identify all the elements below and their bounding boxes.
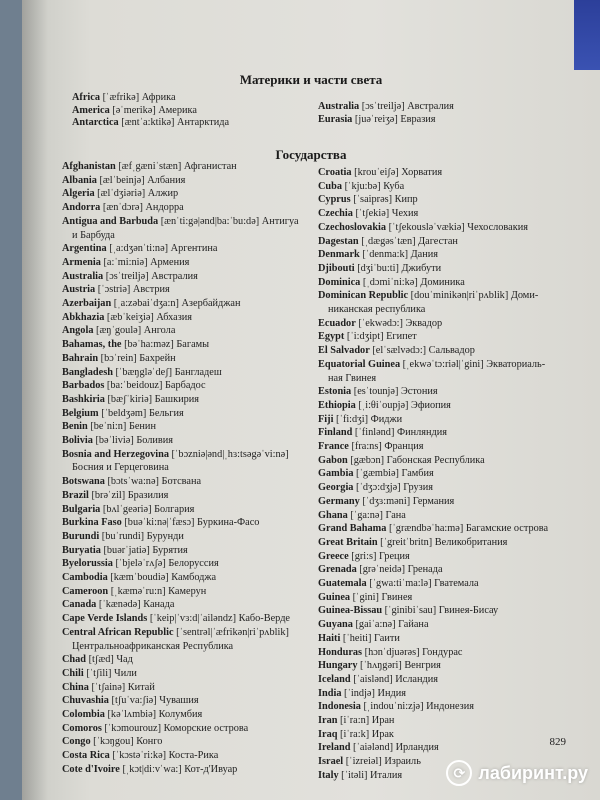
entry-translation: [ˈgrændbəˈha:mə] Багамские острова (386, 523, 549, 535)
entry-headword: Cameroon (62, 585, 109, 597)
entry-translation: [kæmˈboudiə] Камбоджа (107, 572, 217, 583)
entry-translation: [ˈtʃili] Чили (83, 667, 137, 679)
entry-headword: Czechia (318, 208, 353, 220)
entry-row (318, 180, 404, 193)
entry-row (72, 91, 176, 104)
entry-headword: Israel (318, 756, 344, 768)
entry-translation: [ɔsˈtreiljə] Австралия (359, 101, 454, 112)
entry-translation: [ˈtʃekiə] Чехия (352, 208, 419, 220)
entry-row (62, 448, 289, 461)
entry-headword: Burundi (62, 530, 100, 542)
entry-translation: [ˈginibiˈsau] Гвинея-Бисау (382, 605, 499, 617)
entry-translation: [brəˈzil] Бразилия (88, 489, 169, 501)
entry-translation: [grəˈneidə] Гренада (356, 564, 443, 576)
entry-translation: [æbˈkeiʒiə] Абхазия (104, 311, 193, 323)
entry-translation: [ˌindouˈni:zjə] Индонезия (360, 701, 474, 713)
entry-row (62, 420, 156, 433)
entry-translation: [ˌa:dʒənˈti:nə] Аргентина (106, 243, 218, 255)
entry-translation: [esˈtounjə] Эстония (351, 386, 438, 398)
entry-headword: Czechoslovakia (318, 221, 387, 233)
entry-row (62, 338, 209, 351)
entry-row (62, 379, 206, 392)
entry-row (318, 714, 394, 727)
entry-headword: Great Britain (318, 536, 378, 548)
entry-headword: Iceland (318, 673, 351, 685)
entry-continuation: и Барбуда (72, 229, 115, 241)
entry-headword: Dagestan (318, 235, 359, 247)
entry-headword: Burkina Faso (62, 517, 122, 529)
entry-headword: Denmark (318, 249, 360, 261)
entry-headword: Croatia (318, 167, 352, 178)
entry-headword: France (318, 441, 349, 452)
entry-row (318, 413, 402, 426)
entry-headword: Eurasia (318, 113, 353, 125)
entry-headword: America (72, 104, 110, 116)
entry-translation: [ˈizreiəl] Израиль (343, 756, 421, 768)
states-heading: Государства (275, 147, 347, 162)
entry-row (62, 187, 178, 200)
entry-headword: Buryatia (62, 544, 101, 556)
entry-translation: [iˈra:n] Иран (337, 715, 395, 726)
entry-translation: [ˌi:θiˈoupjə] Эфиопия (355, 399, 451, 411)
entry-translation: [ælˈdʒiəriə] Алжир (94, 188, 179, 200)
entry-headword: Dominican Republic (318, 290, 409, 302)
entry-row (62, 366, 222, 379)
entry-row (62, 612, 290, 625)
entry-headword: Afghanistan (62, 161, 116, 172)
entry-row (62, 201, 184, 214)
entry-row (318, 522, 548, 535)
entry-row (318, 440, 423, 453)
entry-translation: [ˌekwəˈtɔ:riəl|ˈgini] Экваториаль- (400, 358, 546, 370)
entry-row (62, 434, 173, 447)
entry-row (62, 270, 198, 283)
entry-row (62, 215, 299, 228)
entry-translation: [bæʃˈkiriə] Башкирия (104, 393, 199, 405)
entry-headword: Djibouti (318, 262, 355, 274)
entry-row (62, 160, 237, 173)
entry-translation: [a:ˈmi:niə] Армения (100, 256, 190, 268)
entry-translation: [hɔnˈdjuərəs] Гондурас (362, 646, 463, 658)
entry-row (62, 557, 219, 570)
entry-translation: [ˈaislənd] Исландия (350, 673, 438, 685)
entry-row (62, 311, 192, 324)
entry-headword: Chuvashia (62, 695, 109, 707)
entry-translation: [ˈdenma:k] Дания (359, 249, 439, 261)
entry-row (318, 618, 429, 631)
entry-translation: [ˈsentrəl|ˈæfrikən|riˈpʌblik] (173, 626, 289, 638)
entry-translation: [beˈni:n] Бенин (87, 421, 156, 433)
entry-headword: Iran (318, 715, 338, 726)
entry-translation: [ˈdʒɜ:məni] Германия (359, 495, 455, 507)
entry-translation: [ˌkæməˈru:n] Камерун (108, 585, 207, 597)
entry-translation: [dʒiˈbu:ti] Джибути (354, 262, 442, 274)
entry-headword: Azerbaijan (62, 298, 112, 309)
entry-row (318, 536, 507, 549)
entry-row (318, 509, 406, 522)
gutter-shadow (22, 0, 48, 800)
entry-translation: [bɔˈrein] Бахрейн (98, 352, 176, 364)
entry-headword: Andorra (62, 202, 101, 214)
entry-translation: [ˈæfrikə] Африка (100, 92, 176, 103)
entry-row (318, 193, 418, 206)
entry-row (318, 235, 458, 248)
entry-headword: Angola (62, 325, 94, 337)
entry-headword: Guinea (318, 591, 351, 603)
entry-translation: [ˈbeldʒəm] Бельгия (98, 407, 184, 419)
entry-row (62, 297, 240, 310)
entry-translation: [douˈminikən|riˈpʌblik] Доми- (408, 290, 539, 302)
continents-heading: Материки и части света (239, 72, 383, 87)
entry-headword: Bashkiria (62, 393, 105, 405)
entry-headword: Algeria (62, 188, 95, 200)
entry-continuation: никанская республика (328, 304, 426, 315)
page-number: 829 (549, 736, 566, 748)
entry-headword: Germany (318, 495, 360, 507)
entry-headword: Cuba (318, 180, 343, 192)
entry-headword: El Salvador (318, 345, 370, 357)
entry-headword: China (62, 681, 89, 693)
entry-row (62, 571, 216, 584)
entry-row (318, 604, 498, 617)
entry-row (62, 516, 259, 529)
entry-headword: Armenia (62, 256, 101, 268)
entry-headword: Australia (318, 101, 360, 112)
entry-translation: [ˈhʌŋgəri] Венгрия (357, 660, 441, 672)
entry-translation: [ˌkɔt|diːvˈwa:] Кот-д'Ивуар (119, 763, 238, 775)
entry-continuation: Босния и Герцеговина (72, 462, 169, 474)
entry-row (318, 399, 451, 412)
entry-row (62, 530, 184, 543)
entry-row (62, 653, 133, 666)
entry-headword: Antigua and Barbuda (62, 215, 159, 227)
entry-headword: Canada (62, 599, 97, 611)
entry-headword: Guyana (318, 619, 353, 631)
entry-headword: Byelorussia (62, 558, 113, 570)
entry-row (318, 632, 400, 645)
entry-row (62, 544, 188, 557)
entry-headword: Argentina (62, 243, 107, 255)
entry-row (318, 700, 474, 713)
entry-headword: Benin (62, 421, 88, 433)
entry-row (318, 563, 443, 576)
entry-row (72, 116, 229, 129)
entry-translation: [ˈgwa:tiˈma:lə] Гватемала (366, 578, 479, 589)
entry-row (62, 681, 155, 694)
entry-translation: [ˈfi:dʒi] Фиджи (333, 413, 403, 425)
entry-headword: Egypt (318, 331, 345, 343)
entry-row (62, 174, 185, 187)
entry-row (318, 467, 434, 480)
entry-row (62, 352, 176, 365)
entry-row (318, 646, 463, 659)
entry-headword: Central African Republic (62, 626, 174, 638)
entry-translation: [krouˈeiʃə] Хорватия (351, 167, 443, 178)
entry-translation: [bəˈha:məz] Багамы (121, 339, 210, 351)
entry-headword: Abkhazia (62, 311, 105, 323)
entry-headword: India (318, 687, 342, 699)
entry-headword: Italy (318, 769, 339, 781)
entry-translation: [elˈsælvədɔ:] Сальвадор (369, 345, 475, 357)
entry-headword: Dominica (318, 276, 361, 288)
entry-translation: [kəˈlʌmbiə] Колумбия (104, 709, 203, 720)
entry-translation: [æfˌgæniˈstæn] Афганистан (115, 161, 237, 172)
entry-translation: [ˈgæmbiə] Гамбия (353, 468, 434, 480)
entry-row (318, 344, 475, 357)
entry-translation: [ˈkɔŋgou] Конго (90, 736, 163, 748)
entry-headword: Chad (62, 654, 87, 666)
entry-headword: Georgia (318, 482, 354, 494)
entry-translation: [əˈmerikə] Америка (109, 104, 197, 116)
entry-translation: [ˈitəli] Италия (338, 769, 403, 781)
entry-translation: [ˈsaiprəs] Кипр (350, 194, 418, 206)
entry-translation: [buˈrundi] Бурунди (99, 530, 184, 542)
entry-row (62, 489, 168, 502)
entry-headword: Equatorial Guinea (318, 358, 401, 370)
watermark-text: лабиринт.ру (478, 762, 588, 783)
entry-translation: [gaiˈa:nə] Гайана (352, 619, 429, 631)
book-page (22, 0, 600, 800)
entry-translation: [ˈheiti] Гаити (340, 632, 400, 644)
entry-row (62, 722, 248, 735)
entry-row (318, 659, 441, 672)
entry-translation: [ˈi:dʒipt] Египет (344, 331, 417, 343)
entry-headword: Grand Bahama (318, 523, 387, 535)
entry-translation: [ˈkænədə] Канада (96, 599, 175, 611)
entry-headword: Ecuador (318, 317, 356, 329)
entry-headword: Cote d'Ivoire (62, 763, 120, 775)
entry-row (318, 166, 442, 179)
entry-headword: Bahamas, the (62, 339, 122, 351)
entry-translation: [ænˈti:gə|ənd|ba:ˈbu:də] Антигуа (158, 215, 299, 227)
entry-translation: [ˈgreitˈbritn] Великобритания (377, 536, 508, 548)
entry-headword: Guinea-Bissau (318, 605, 383, 617)
entry-row (318, 591, 412, 604)
entry-row (318, 100, 454, 113)
entry-translation: [ˈga:nə] Гана (347, 509, 406, 521)
entry-translation: [buərˈjatiə] Бурятия (100, 544, 188, 556)
entry-row (318, 673, 438, 686)
entry-translation: [ˌdɔmiˈni:kə] Доминика (360, 276, 465, 288)
entry-translation: [ˈindjə] Индия (341, 687, 406, 699)
entry-headword: Bosnia and Herzegovina (62, 448, 169, 460)
entry-translation: [bəˈliviə] Боливия (92, 435, 174, 446)
entry-translation: [fra:ns] Франция (348, 441, 424, 452)
entry-row (318, 330, 417, 343)
entry-row (318, 358, 545, 371)
entry-row (72, 104, 197, 117)
entry-headword: Antarctica (72, 117, 119, 128)
entry-translation: [ˈkju:bə] Куба (342, 180, 405, 192)
entry-translation: [gri:s] Греция (348, 550, 410, 562)
entry-row (318, 769, 402, 782)
entry-headword: Estonia (318, 386, 352, 398)
entry-row (62, 667, 137, 680)
entry-headword: Gabon (318, 454, 348, 466)
entry-headword: Grenada (318, 564, 357, 576)
entry-translation: [buəˈki:nə|ˈfæsɔ] Буркина-Фасо (121, 517, 260, 529)
entry-row (318, 755, 421, 768)
entry-row (318, 426, 447, 439)
entry-headword: Belgium (62, 407, 99, 419)
entry-headword: Costa Rica (62, 750, 110, 762)
entry-headword: Albania (62, 174, 97, 186)
entry-headword: Indonesia (318, 701, 361, 713)
entry-row (318, 221, 528, 234)
entry-row (62, 708, 202, 721)
entry-translation: [bɔtsˈwa:nə] Ботсвана (104, 476, 202, 488)
entry-headword: Iraq (318, 728, 338, 740)
book-cover-edge (574, 0, 600, 70)
entry-row (318, 550, 410, 563)
entry-row (318, 577, 479, 590)
entry-headword: Fiji (318, 413, 334, 425)
entry-translation: [tʃæd] Чад (86, 654, 133, 666)
entry-row (62, 694, 199, 707)
entry-translation: [tʃuˈva:ʃiə] Чувашия (108, 695, 199, 707)
entry-row (62, 324, 175, 337)
entry-row (62, 256, 189, 269)
entry-headword: Bolivia (62, 435, 93, 446)
entry-translation: [ˈɔstriə] Австрия (95, 284, 170, 296)
entry-translation: [ˈtʃekouslǝˈvækiə] Чехословакия (386, 221, 528, 233)
entry-headword: Colombia (62, 709, 105, 720)
entry-translation: [ˈaiələnd] Ирландия (350, 742, 439, 754)
entry-translation: [juəˈreiʒə] Евразия (352, 113, 436, 125)
entry-translation: [ˈdʒɔ:dʒjə] Грузия (353, 482, 433, 494)
entry-headword: Botswana (62, 476, 105, 488)
entry-headword: Greece (318, 550, 349, 562)
entry-headword: Finland (318, 427, 353, 439)
entry-headword: Africa (72, 92, 101, 103)
entry-headword: Cambodia (62, 572, 108, 583)
entry-translation: [ɔsˈtreiljə] Австралия (103, 270, 198, 282)
entry-headword: Comoros (62, 722, 102, 734)
entry-continuation: Центральноафриканская Республика (72, 640, 234, 652)
entry-row (318, 454, 485, 467)
entry-translation: [ˈekwədɔ:] Эквадор (355, 317, 443, 329)
entry-row (318, 495, 454, 508)
entry-row (318, 728, 394, 741)
entry-headword: Australia (62, 270, 104, 282)
entry-translation: [ˈtʃainə] Китай (88, 681, 155, 693)
entry-row (318, 207, 418, 220)
entry-translation: [ælˈbeinjə] Албания (96, 174, 186, 186)
entry-headword: Cyprus (318, 194, 351, 206)
entry-continuation: ная Гвинея (328, 372, 377, 384)
entry-row (62, 749, 218, 762)
entry-headword: Cape Verde Islands (62, 613, 148, 625)
entry-row (62, 735, 162, 748)
entry-row (62, 283, 170, 296)
labirint-logo-icon: ⟳ (446, 760, 472, 786)
entry-headword: Honduras (318, 646, 363, 658)
entry-translation: [ba:ˈbeidouz] Барбадос (104, 380, 206, 392)
entry-headword: Barbados (62, 380, 105, 392)
entry-headword: Guatemala (318, 578, 367, 589)
entry-headword: Hungary (318, 660, 358, 672)
entry-row (318, 113, 436, 126)
entry-translation: [ˈkɔstəˈri:kə] Коста-Рика (109, 750, 219, 762)
entry-translation: [ˈkɔmourouz] Коморские острова (101, 722, 249, 734)
entry-row (318, 385, 438, 398)
entry-headword: Ireland (318, 742, 351, 754)
entry-translation: [iˈra:k] Ирак (337, 728, 394, 740)
entry-translation: [ˈkeip|ˈvɜ:d|ˈailəndz] Кабо-Верде (147, 613, 290, 625)
entry-translation: [ˈbæŋgləˈdeʃ] Бангладеш (112, 366, 222, 378)
entry-translation: [ˈfinlənd] Финляндия (352, 427, 447, 439)
watermark (446, 760, 588, 786)
entry-headword: Ghana (318, 509, 348, 521)
entry-translation: [bʌlˈgeəriə] Болгария (100, 503, 195, 515)
entry-headword: Bangladesh (62, 366, 113, 378)
entry-translation: [gæbɔn] Габонская Республика (347, 454, 485, 466)
entry-row (318, 262, 441, 275)
entry-row (62, 393, 199, 406)
entry-row (62, 475, 201, 488)
entry-row (318, 248, 438, 261)
entry-headword: Congo (62, 736, 91, 748)
entry-headword: Gambia (318, 468, 354, 480)
entry-row (318, 276, 465, 289)
entry-translation: [æntˈa:ktikə] Антарктида (118, 117, 230, 128)
entry-row (62, 503, 194, 516)
entry-headword: Chili (62, 667, 84, 679)
entry-row (62, 242, 218, 255)
entry-row (318, 687, 406, 700)
entry-translation: [æŋˈgoulə] Ангола (93, 325, 176, 337)
entry-headword: Bulgaria (62, 503, 101, 515)
entry-row (62, 626, 289, 639)
entry-headword: Bahrain (62, 352, 99, 364)
entry-headword: Austria (62, 284, 96, 296)
entry-translation: [ˌdægəsˈtæn] Дагестан (358, 235, 458, 247)
entry-row (62, 598, 174, 611)
entry-row (318, 317, 442, 330)
entry-row (318, 741, 439, 754)
entry-row (62, 407, 184, 420)
entry-translation: [ænˈdɔrə] Андорра (100, 202, 184, 214)
entry-row (62, 763, 237, 776)
entry-headword: Ethiopia (318, 399, 356, 411)
entry-headword: Haiti (318, 632, 341, 644)
entry-row (62, 585, 206, 598)
entry-headword: Brazil (62, 489, 89, 501)
entry-row (318, 289, 538, 302)
entry-row (318, 481, 433, 494)
entry-translation: [ˌa:zəbaiˈdʒa:n] Азербайджан (111, 298, 241, 309)
entry-translation: [ˈgini] Гвинея (350, 591, 413, 603)
entry-translation: [ˈbɔzniə|ənd|ˌhɜ:tsəgəˈvi:nə] (168, 448, 289, 460)
entry-translation: [ˈbjeləˈrʌʃə] Белоруссия (112, 558, 219, 570)
